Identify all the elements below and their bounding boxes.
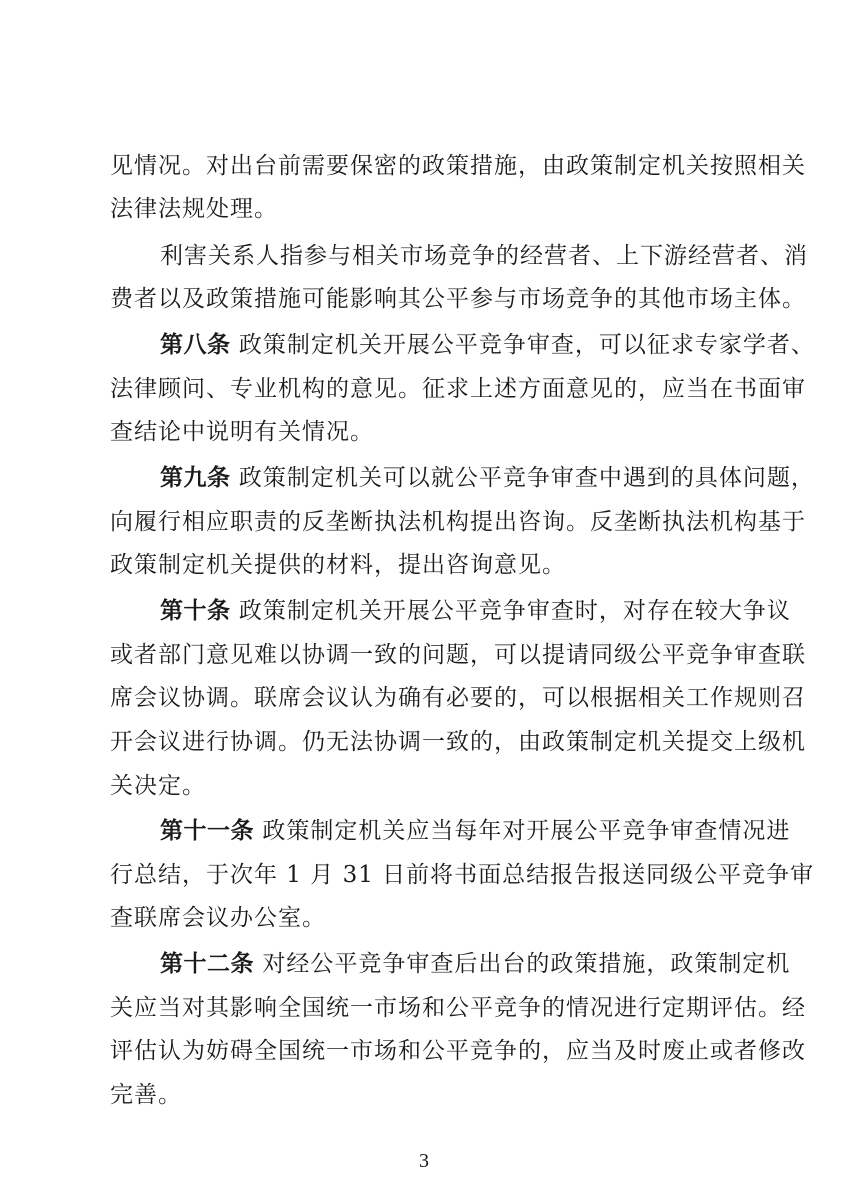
text-line: 向履行相应职责的反垄断执法机构提出咨询。反垄断执法机构基于 — [110, 509, 806, 535]
text-line: 关决定。 — [110, 773, 206, 799]
article-text: 政策制定机关开展公平竞争审查，可以征求专家学者、 — [238, 332, 815, 358]
article-11-first-line — [160, 815, 791, 847]
text-line: 费者以及政策措施可能影响其公平参与市场竞争的其他市场主体。 — [110, 286, 806, 312]
article-text: 政策制定机关开展公平竞争审查时，对存在较大争议 — [238, 598, 791, 624]
article-9-first-line — [160, 462, 815, 494]
article-heading: 第八条 — [160, 332, 231, 358]
text-line: 查联席会议办公室。 — [110, 905, 326, 931]
article-heading: 第九条 — [160, 465, 231, 491]
text-line: 开会议进行协调。仍无法协调一致的，由政策制定机关提交上级机 — [110, 729, 806, 755]
article-10-first-line — [160, 595, 791, 627]
article-heading: 第十一条 — [160, 818, 254, 844]
text-line: 政策制定机关提供的材料，提出咨询意见。 — [110, 552, 566, 578]
text-line: 利害关系人指参与相关市场竞争的经营者、上下游经营者、消 — [160, 243, 808, 269]
text-line: 行总结，于次年 1 月 31 日前将书面总结报告报送同级公平竞争审 — [110, 862, 815, 888]
article-heading: 第十条 — [160, 598, 231, 624]
text-line: 见情况。对出台前需要保密的政策措施，由政策制定机关按照相关 — [110, 153, 806, 179]
text-line: 评估认为妨碍全国统一市场和公平竞争的，应当及时废止或者修改 — [110, 1038, 806, 1064]
article-12-first-line — [160, 948, 791, 980]
text-line: 完善。 — [110, 1082, 182, 1108]
article-8-first-line — [160, 329, 815, 361]
text-line: 关应当对其影响全国统一市场和公平竞争的情况进行定期评估。经 — [110, 995, 806, 1021]
page-number: 3 — [419, 1150, 429, 1172]
text-line: 法律法规处理。 — [110, 196, 278, 222]
article-heading: 第十二条 — [160, 951, 254, 977]
article-text: 政策制定机关应当每年对开展公平竞争审查情况进 — [262, 818, 791, 844]
text-line: 法律顾问、专业机构的意见。征求上述方面意见的，应当在书面审 — [110, 376, 806, 402]
article-text: 对经公平竞争审查后出台的政策措施，政策制定机 — [262, 951, 791, 977]
text-line: 席会议协调。联席会议认为确有必要的，可以根据相关工作规则召 — [110, 685, 806, 711]
text-line: 或者部门意见难以协调一致的问题，可以提请同级公平竞争审查联 — [110, 642, 806, 668]
text-line: 查结论中说明有关情况。 — [110, 419, 374, 445]
article-text: 政策制定机关可以就公平竞争审查中遇到的具体问题， — [238, 465, 815, 491]
